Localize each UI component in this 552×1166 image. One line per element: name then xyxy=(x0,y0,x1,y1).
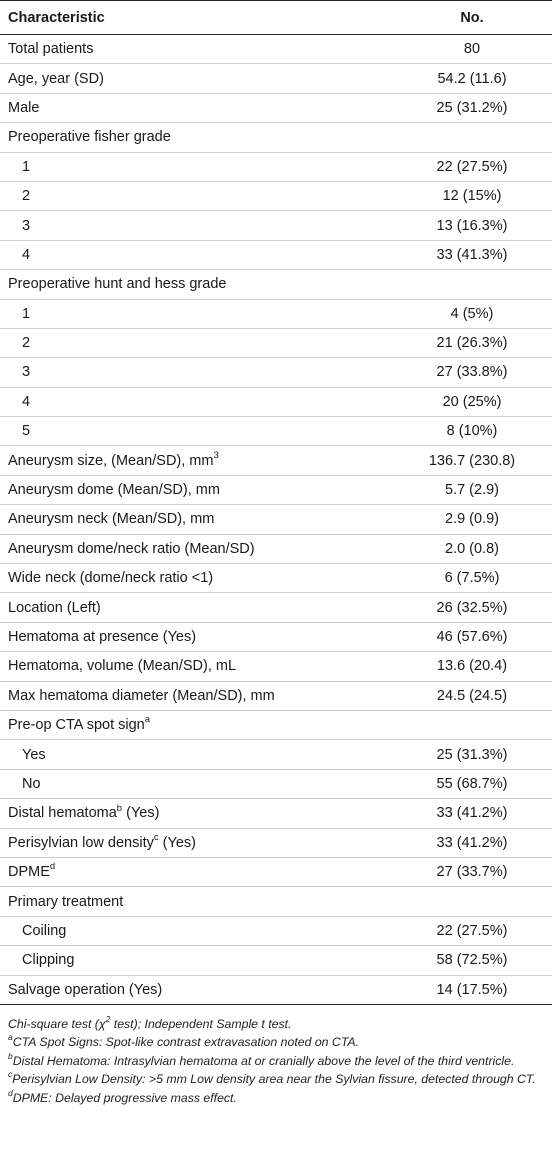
row-characteristic xyxy=(0,446,392,475)
row-characteristic xyxy=(0,270,392,299)
row-label: 2 xyxy=(22,335,31,352)
row-value xyxy=(392,270,552,299)
row-characteristic xyxy=(0,181,392,210)
row-label: Yes xyxy=(22,746,46,763)
header-row xyxy=(0,1,552,35)
table-row xyxy=(0,387,552,416)
row-value: 2.0 (0.8) xyxy=(445,540,499,557)
row-characteristic xyxy=(0,593,392,622)
footnote-d: $^d$DPME: Delayed progressive mass effect. xyxy=(8,1087,237,1105)
row-label: Hematoma at presence (Yes) xyxy=(8,629,197,645)
row-value: 33 (41.3%) xyxy=(436,246,508,263)
table-row xyxy=(0,35,552,64)
row-label: No xyxy=(22,775,41,792)
row-characteristic xyxy=(0,946,392,975)
row-value: 136.7 (230.8) xyxy=(428,452,516,469)
row-characteristic xyxy=(0,387,392,416)
table-row xyxy=(0,681,552,710)
row-value: 33 (41.2%) xyxy=(436,805,508,822)
row-label: 3 xyxy=(22,217,31,234)
table-footnotes xyxy=(0,1005,552,1108)
row-value: 12 (15%) xyxy=(442,188,502,205)
row-value: 5.7 (2.9) xyxy=(445,482,499,499)
table-row xyxy=(0,710,552,739)
row-label: Perisylvian low density xyxy=(8,834,154,851)
row-characteristic xyxy=(0,887,392,916)
table-row xyxy=(0,799,552,828)
row-label: 1 xyxy=(22,158,31,175)
table-row xyxy=(0,328,552,357)
row-label: Male xyxy=(8,99,40,116)
table-row xyxy=(0,946,552,975)
row-characteristic xyxy=(0,328,392,357)
row-value: 4 (5%) xyxy=(450,305,494,322)
row-label: Location (Left) xyxy=(8,599,101,616)
table-row xyxy=(0,769,552,798)
row-value: 8 (10%) xyxy=(446,423,498,440)
table-row xyxy=(0,828,552,857)
row-value: 2.9 (0.9) xyxy=(445,511,499,528)
header-characteristic: Characteristic xyxy=(0,1,392,35)
row-value xyxy=(392,887,552,916)
row-characteristic xyxy=(0,152,392,181)
row-label: Preoperative fisher grade xyxy=(8,129,171,146)
row-value: 46 (57.6%) xyxy=(436,629,508,645)
row-characteristic xyxy=(0,93,392,122)
row-footnote-mark: 3 xyxy=(213,449,219,461)
row-characteristic xyxy=(0,799,392,828)
row-label: Hematoma, volume (Mean/SD), mL xyxy=(8,658,237,675)
row-label: 3 xyxy=(22,364,31,381)
row-label: Aneurysm dome (Mean/SD), mm xyxy=(8,482,220,499)
row-characteristic xyxy=(0,475,392,504)
row-characteristic xyxy=(0,35,392,64)
row-value: 25 (31.3%) xyxy=(436,746,508,763)
row-characteristic xyxy=(0,64,392,93)
row-value: 6 (7.5%) xyxy=(444,570,500,587)
row-value: 27 (33.7%) xyxy=(436,864,508,881)
row-characteristic xyxy=(0,299,392,328)
row-characteristic xyxy=(0,211,392,240)
row-value: 22 (27.5%) xyxy=(436,922,508,939)
row-value: 58 (72.5%) xyxy=(436,952,508,969)
row-label: Salvage operation (Yes) xyxy=(8,981,163,998)
footnote-b: $^b$Distal Hematoma: Intrasylvian hematoma at or cranially above the level of the third ventricle. xyxy=(8,1050,515,1068)
row-label: Coiling xyxy=(22,922,67,939)
row-value xyxy=(392,710,552,739)
row-value: 26 (32.5%) xyxy=(436,599,508,616)
header-number: No. xyxy=(392,1,552,35)
row-label: DPME xyxy=(8,864,50,881)
row-characteristic xyxy=(0,123,392,152)
row-characteristic xyxy=(0,534,392,563)
row-characteristic xyxy=(0,417,392,446)
row-value: 33 (41.2%) xyxy=(436,834,508,851)
table-body xyxy=(0,35,552,1005)
row-value: 21 (26.3%) xyxy=(436,335,508,352)
table-row xyxy=(0,181,552,210)
row-value: 54.2 (11.6) xyxy=(437,70,507,87)
row-footnote-mark: b xyxy=(116,802,123,814)
row-value: 24.5 (24.5) xyxy=(436,687,508,704)
table-row xyxy=(0,740,552,769)
row-characteristic xyxy=(0,710,392,739)
table-row xyxy=(0,593,552,622)
row-label: Clipping xyxy=(22,952,75,969)
row-label: 1 xyxy=(22,305,31,322)
row-characteristic xyxy=(0,505,392,534)
row-value xyxy=(392,123,552,152)
table-row xyxy=(0,64,552,93)
row-label: Distal hematoma xyxy=(8,805,117,822)
table-row xyxy=(0,299,552,328)
row-characteristic xyxy=(0,769,392,798)
table-row xyxy=(0,446,552,475)
row-label: Wide neck (dome/neck ratio <1) xyxy=(8,570,214,587)
row-value: 20 (25%) xyxy=(442,393,502,410)
table-row xyxy=(0,123,552,152)
row-characteristic xyxy=(0,358,392,387)
row-label: 5 xyxy=(22,423,31,440)
row-label: Aneurysm neck (Mean/SD), mm xyxy=(8,511,215,528)
row-label: Max hematoma diameter (Mean/SD), mm xyxy=(8,687,275,704)
row-label: 4 xyxy=(22,246,31,263)
row-footnote-mark: d xyxy=(49,861,56,873)
row-label-suffix: (Yes) xyxy=(122,805,160,822)
row-value: 13 (16.3%) xyxy=(436,217,508,234)
row-label: 2 xyxy=(22,188,31,205)
row-characteristic xyxy=(0,828,392,857)
footnote-tests: Chi-square test ($\chi^2$ test); Independent Sample t test. xyxy=(8,1013,292,1031)
row-value: 14 (17.5%) xyxy=(436,981,508,998)
table-row xyxy=(0,622,552,651)
row-characteristic xyxy=(0,652,392,681)
footnote-c: $^c$Perisylvian Low Density: >5 mm Low density area near the Sylvian fissure, detected through CT. xyxy=(8,1069,536,1087)
row-footnote-mark: a xyxy=(144,714,151,726)
row-characteristic xyxy=(0,916,392,945)
table-row xyxy=(0,564,552,593)
table-row xyxy=(0,211,552,240)
table-row xyxy=(0,916,552,945)
row-value: 25 (31.2%) xyxy=(436,99,508,116)
table-row xyxy=(0,358,552,387)
table-row xyxy=(0,857,552,886)
table-row xyxy=(0,475,552,504)
row-characteristic xyxy=(0,975,392,1004)
row-value: 80 xyxy=(463,41,481,58)
table-row xyxy=(0,240,552,269)
row-label: Preoperative hunt and hess grade xyxy=(8,276,227,293)
table-row xyxy=(0,417,552,446)
row-characteristic xyxy=(0,240,392,269)
row-label: Aneurysm dome/neck ratio (Mean/SD) xyxy=(8,540,255,557)
table-header xyxy=(0,1,552,35)
row-label: 4 xyxy=(22,393,31,410)
row-label-suffix: (Yes) xyxy=(158,834,196,851)
row-label: Total patients xyxy=(8,41,94,58)
row-value: 22 (27.5%) xyxy=(436,158,508,175)
row-characteristic xyxy=(0,622,392,651)
row-label: Age, year (SD) xyxy=(8,70,104,87)
table-row xyxy=(0,93,552,122)
row-label: Aneurysm size, (Mean/SD), mm xyxy=(8,452,214,469)
row-characteristic xyxy=(0,681,392,710)
table-row xyxy=(0,152,552,181)
row-value: 13.6 (20.4) xyxy=(436,658,508,675)
table-row xyxy=(0,652,552,681)
table-row xyxy=(0,887,552,916)
row-footnote-mark: c xyxy=(153,831,159,843)
table-row xyxy=(0,975,552,1004)
table-row xyxy=(0,505,552,534)
table-row xyxy=(0,534,552,563)
row-label: Pre-op CTA spot sign xyxy=(8,717,145,734)
footnote-a: $^a$CTA Spot Signs: Spot-like contrast extravasation noted on CTA. xyxy=(8,1032,360,1050)
row-characteristic xyxy=(0,740,392,769)
row-value: 27 (33.8%) xyxy=(436,364,508,381)
row-value: 55 (68.7%) xyxy=(436,775,508,792)
row-characteristic xyxy=(0,857,392,886)
row-characteristic xyxy=(0,564,392,593)
row-label: Primary treatment xyxy=(8,893,124,910)
table-row xyxy=(0,270,552,299)
